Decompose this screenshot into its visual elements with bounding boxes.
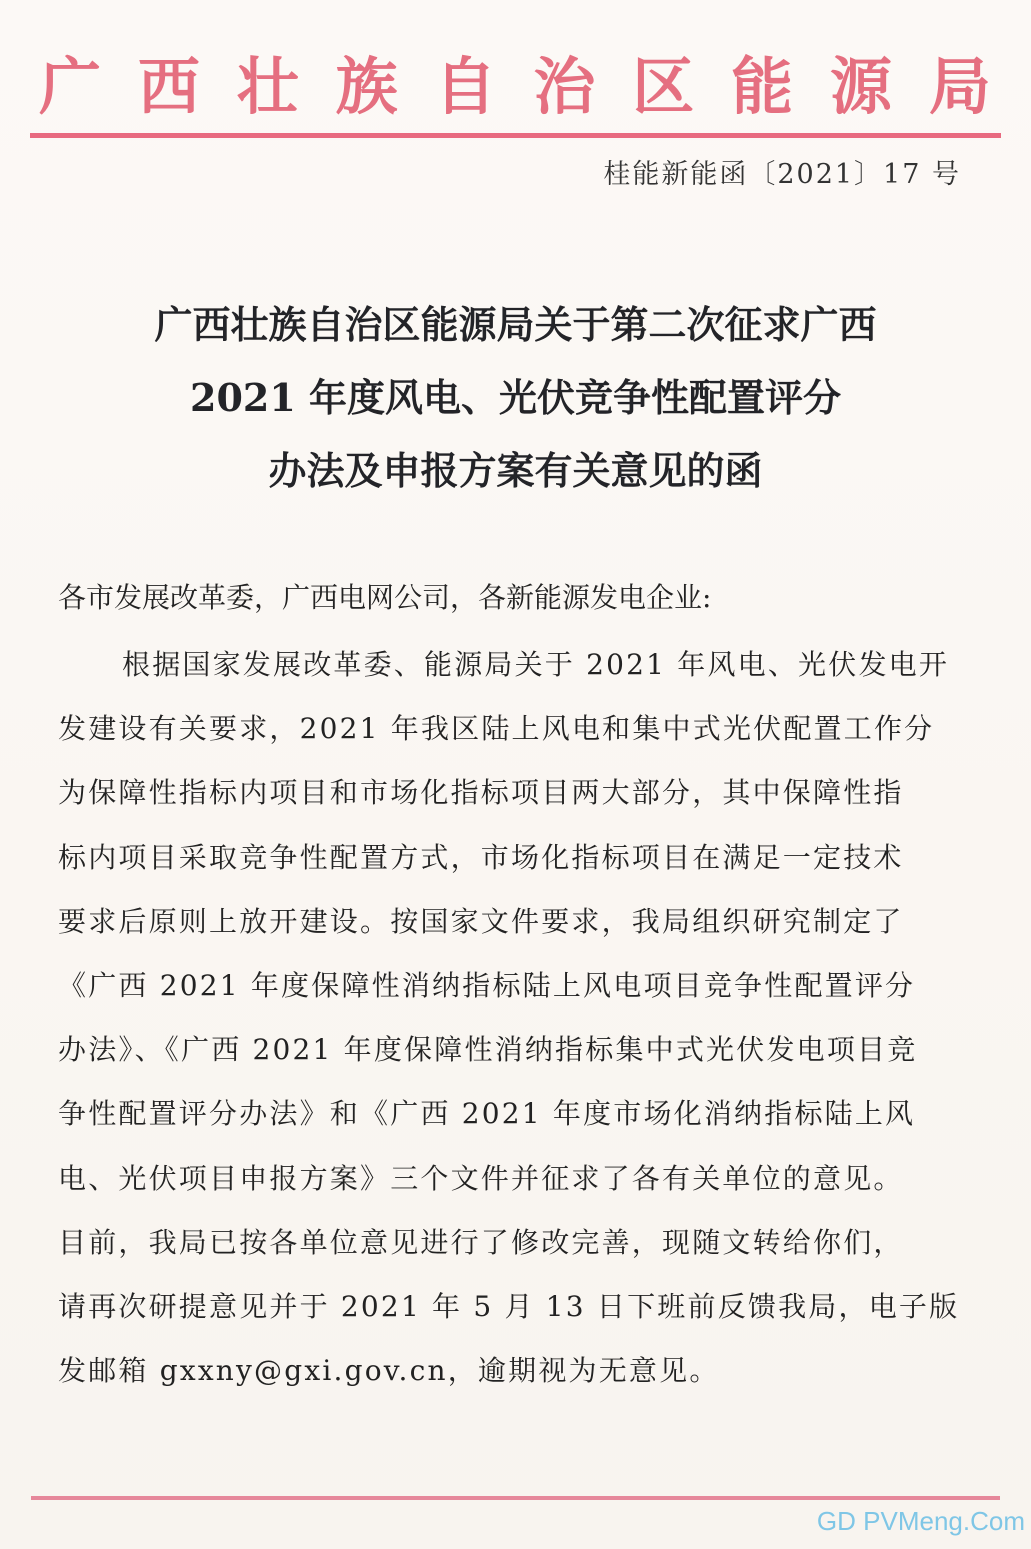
org-char: 治 (533, 49, 596, 123)
body-line: 目前，我局已按各单位意见进行了修改完善，现随文转给你们， (58, 1225, 904, 1259)
org-char: 西 (137, 49, 200, 123)
body-line: 《广西 2021 年度保障性消纳指标陆上风电项目竞争性配置评分 (58, 968, 916, 1002)
org-char: 自 (434, 49, 497, 123)
document-title (0, 288, 1031, 507)
document-number: 桂能新能函〔2021〕17 号 (603, 159, 961, 190)
body-line: 电、光伏项目申报方案》三个文件并征求了各有关单位的意见。 (58, 1161, 904, 1195)
body-line: 争性配置评分办法》和《广西 2021 年度市场化消纳指标陆上风 (58, 1097, 916, 1131)
body-line: 请再次研提意见并于 2021 年 5 月 13 日下班前反馈我局，电子版 (58, 1289, 960, 1323)
body-line: 标内项目采取竞争性配置方式，市场化指标项目在满足一定技术 (58, 840, 904, 874)
body-line: 办法》、《广西 2021 年度保障性消纳指标集中式光伏发电项目竞 (58, 1033, 918, 1067)
body-line: 根据国家发展改革委、能源局关于 2021 年风电、光伏发电开 (122, 648, 950, 681)
body-line: 为保障性指标内项目和市场化指标项目两大部分，其中保障性指 (58, 776, 904, 810)
body-text (58, 639, 968, 1409)
body-line: 发建设有关要求，2021 年我区陆上风电和集中式光伏配置工作分 (58, 712, 935, 746)
issuing-organization-header (30, 38, 1000, 124)
org-char: 源 (829, 49, 892, 123)
org-char: 族 (335, 49, 398, 123)
org-char: 广 (38, 49, 101, 123)
header-divider-line (30, 133, 1001, 138)
title-line: 2021 年度风电、光伏竞争性配置评分 (190, 375, 841, 420)
org-char: 局 (928, 49, 991, 123)
org-char: 壮 (236, 49, 299, 123)
org-char: 能 (731, 49, 794, 123)
title-line: 办法及申报方案有关意见的函 (268, 448, 763, 493)
body-line: 发邮箱 gxxny@gxi.gov.cn，逾期视为无意见。 (58, 1354, 720, 1388)
title-line: 广西壮族自治区能源局关于第二次征求广西 (154, 302, 877, 347)
salutation: 各市发展改革委，广西电网公司，各新能源发电企业: (58, 581, 712, 614)
site-watermark: GD PVMeng.Com (816, 1506, 1025, 1536)
body-line: 要求后原则上放开建设。按国家文件要求，我局组织研究制定了 (58, 904, 904, 938)
org-char: 区 (632, 49, 695, 123)
footer-divider-line (31, 1496, 1000, 1500)
